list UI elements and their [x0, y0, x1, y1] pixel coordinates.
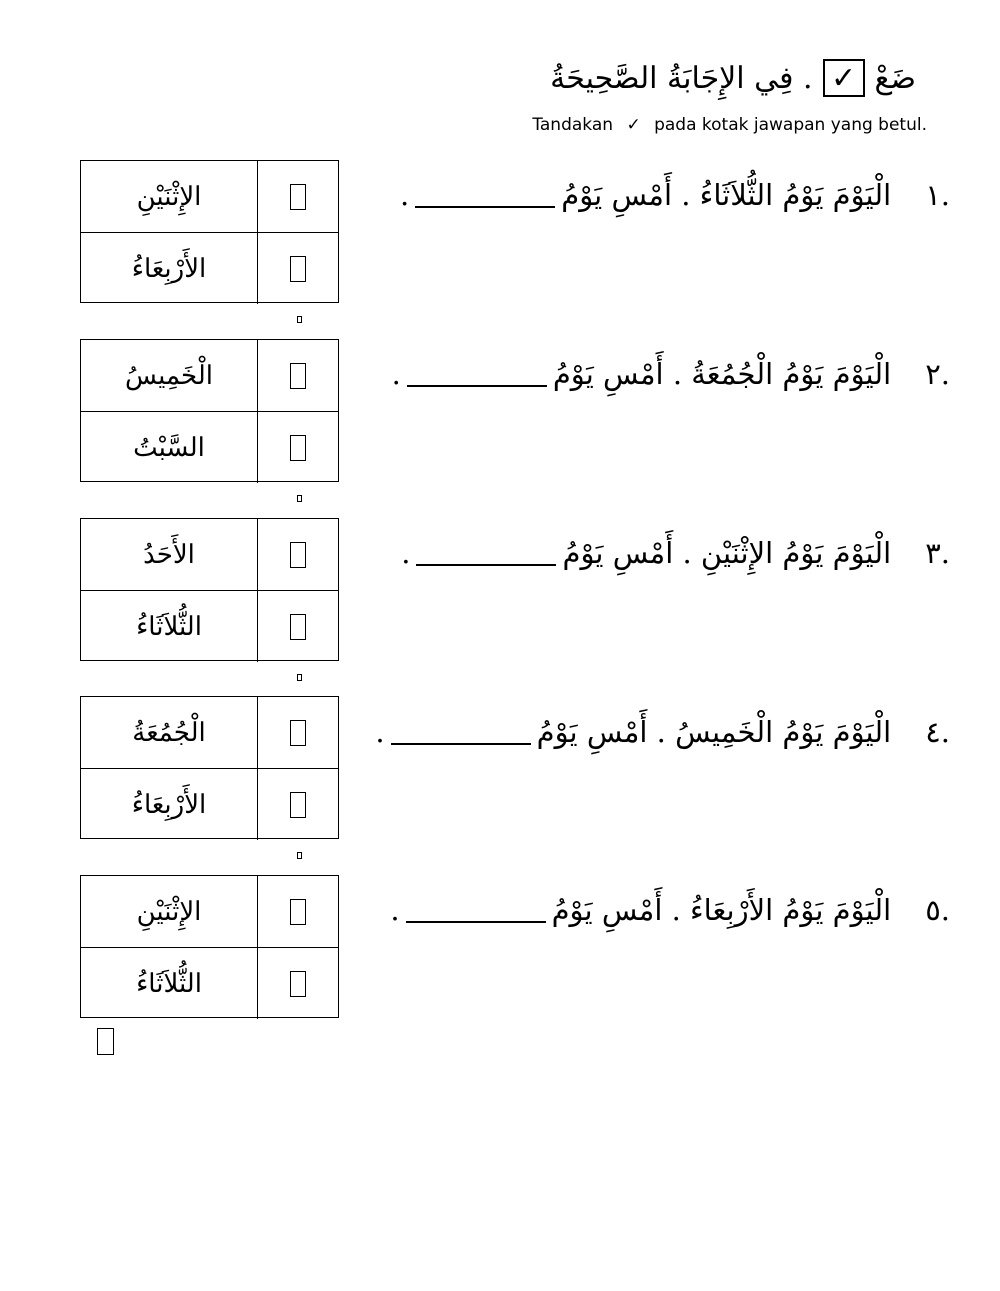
small-box [297, 316, 302, 323]
question-end: . [401, 536, 411, 570]
option-label: الأَحَدُ [143, 539, 195, 570]
question-3 [401, 528, 950, 578]
question-sentence: الْيَوْمَ يَوْمُ الْجُمُعَةُ . أَمْسِ يَوْمُ [552, 357, 892, 391]
question-sentence: الْيَوْمَ يَوْمُ الْخَمِيسُ . أَمْسِ يَوْمُ [536, 715, 892, 749]
answer-table-2 [80, 339, 339, 482]
option-checkbox[interactable] [290, 720, 306, 746]
malay-instruction-post: pada kotak jawapan yang betul. [654, 115, 927, 135]
option-label: الأَرْبِعَاءُ [131, 253, 207, 284]
option-row [81, 876, 338, 947]
option-label: الأَرْبِعَاءُ [131, 789, 207, 820]
question-number: .١ [925, 178, 950, 212]
arabic-instruction [550, 52, 916, 104]
instruction-rest: فِي الإِجَابَةُ الصَّحِيحَةُ . [550, 60, 813, 96]
option-checkbox[interactable] [290, 256, 306, 282]
option-row [81, 697, 338, 768]
answer-table-1 [80, 160, 339, 303]
option-label: الإِثْنَيْنِ [136, 896, 202, 927]
option-row [81, 161, 338, 232]
option-row [81, 411, 338, 483]
question-number: .٣ [925, 536, 950, 570]
question-end: . [375, 715, 385, 749]
answer-table-4 [80, 696, 339, 839]
question-2 [392, 349, 950, 399]
option-row [81, 519, 338, 590]
option-checkbox[interactable] [290, 363, 306, 389]
tick-example-box [823, 59, 865, 97]
malay-instruction-pre: Tandakan [532, 115, 614, 135]
question-sentence: الْيَوْمَ يَوْمُ الثُّلاَثَاءُ . أَمْسِ يَوْمُ [561, 178, 892, 212]
option-checkbox[interactable] [290, 435, 306, 461]
question-end: . [400, 178, 410, 212]
small-box [297, 852, 302, 859]
option-checkbox[interactable] [290, 614, 306, 640]
footer-box [97, 1028, 114, 1055]
question-sentence: الْيَوْمَ يَوْمُ الإِثْنَيْنِ . أَمْسِ يَوْمُ [562, 536, 892, 570]
option-row [81, 768, 338, 840]
answer-blank [416, 540, 556, 566]
answer-table-3 [80, 518, 339, 661]
small-box [297, 674, 302, 681]
answer-table-5 [80, 875, 339, 1018]
answer-blank [391, 719, 531, 745]
answer-blank [406, 897, 546, 923]
question-number: .٢ [925, 357, 950, 391]
question-end: . [391, 357, 401, 391]
instruction-verb: ضَعْ [874, 60, 916, 96]
question-5 [390, 885, 950, 935]
answer-blank [407, 361, 547, 387]
option-label: السَّبْتُ [133, 432, 205, 463]
question-number: .٤ [925, 715, 950, 749]
answer-blank [415, 182, 555, 208]
check-icon: ✓ [830, 60, 857, 96]
option-checkbox[interactable] [290, 899, 306, 925]
option-row [81, 590, 338, 662]
option-label: الْجُمُعَةُ [132, 717, 206, 748]
option-row [81, 340, 338, 411]
question-4 [375, 707, 950, 757]
small-box [297, 495, 302, 502]
option-label: الْخَمِيسُ [125, 360, 213, 391]
option-row [81, 232, 338, 304]
option-checkbox[interactable] [290, 971, 306, 997]
question-number: .٥ [925, 893, 950, 927]
question-sentence: الْيَوْمَ يَوْمُ الأَرْبِعَاءُ . أَمْسِ يَوْمُ [551, 893, 892, 927]
option-checkbox[interactable] [290, 542, 306, 568]
option-label: الإِثْنَيْنِ [136, 181, 202, 212]
option-checkbox[interactable] [290, 792, 306, 818]
option-row [81, 947, 338, 1019]
malay-instruction [532, 115, 927, 135]
option-label: الثُّلاَثَاءُ [136, 968, 202, 999]
option-checkbox[interactable] [290, 184, 306, 210]
option-label: الثُّلاَثَاءُ [136, 611, 202, 642]
check-icon: ✓ [626, 115, 641, 135]
question-1 [400, 170, 950, 220]
question-end: . [390, 893, 400, 927]
